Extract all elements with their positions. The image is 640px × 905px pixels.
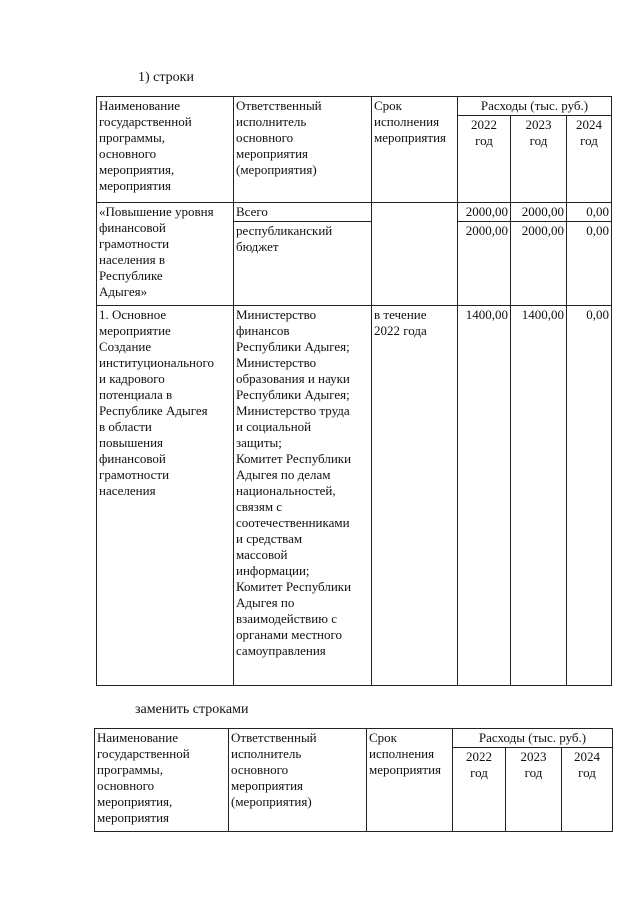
program-name: «Повышение уровня финансовой грамотности населения в Республике Адыгея» — [97, 203, 234, 306]
program-total-executor: Всего — [234, 203, 372, 222]
program-total-2023: 2000,00 — [511, 203, 567, 222]
header-year-2023: 2023 год — [511, 116, 567, 203]
header-year-2022: 2022 год — [458, 116, 511, 203]
program-budget-2022: 2000,00 — [458, 222, 511, 306]
main-measure-executor: Министерство финансов Республики Адыгея; Министерство образования и науки Республики Адыгея; Министерство труда и социальной защиты; Комитет Республики Адыгея по делам национальностей, связям с соотечественниками и средствам массовой информации; Комитет Республики Адыгея по взаимодействию с органами местного самоуправления — [234, 306, 372, 686]
replace-label: заменить строками — [135, 702, 249, 717]
program-budget-2023: 2000,00 — [511, 222, 567, 306]
intro-label: 1) строки — [138, 70, 194, 85]
program-total-2024: 0,00 — [567, 203, 612, 222]
header-expenses: Расходы (тыс. руб.) — [458, 97, 612, 116]
new-header-expenses: Расходы (тыс. руб.) — [453, 729, 613, 748]
new-header-year-2023: 2023 год — [506, 748, 562, 832]
program-budget-2024: 0,00 — [567, 222, 612, 306]
main-measure-term: в течение 2022 года — [372, 306, 458, 686]
main-measure-2023: 1400,00 — [511, 306, 567, 686]
new-header-year-2022: 2022 год — [453, 748, 506, 832]
new-header-name: Наименование государственной программы, основного мероприятия, мероприятия — [95, 729, 229, 832]
header-term: Срок исполнения мероприятия — [372, 97, 458, 203]
program-budget-executor: республиканский бюджет — [234, 222, 372, 306]
header-year-2024: 2024 год — [567, 116, 612, 203]
original-rows-table — [96, 96, 612, 686]
program-term — [372, 203, 458, 306]
new-header-year-2024: 2024 год — [562, 748, 613, 832]
replacement-rows-table — [94, 728, 613, 832]
header-executor: Ответственный исполнитель основного мероприятия (мероприятия) — [234, 97, 372, 203]
main-measure-name: 1. Основное мероприятие Создание институционального и кадрового потенциала в Республике Адыгея в области повышения финансовой грамотности населения — [97, 306, 234, 686]
main-measure-2022: 1400,00 — [458, 306, 511, 686]
main-measure-2024: 0,00 — [567, 306, 612, 686]
program-total-2022: 2000,00 — [458, 203, 511, 222]
new-header-term: Срок исполнения мероприятия — [367, 729, 453, 832]
header-name: Наименование государственной программы, основного мероприятия, мероприятия — [97, 97, 234, 203]
new-header-executor: Ответственный исполнитель основного мероприятия (мероприятия) — [229, 729, 367, 832]
